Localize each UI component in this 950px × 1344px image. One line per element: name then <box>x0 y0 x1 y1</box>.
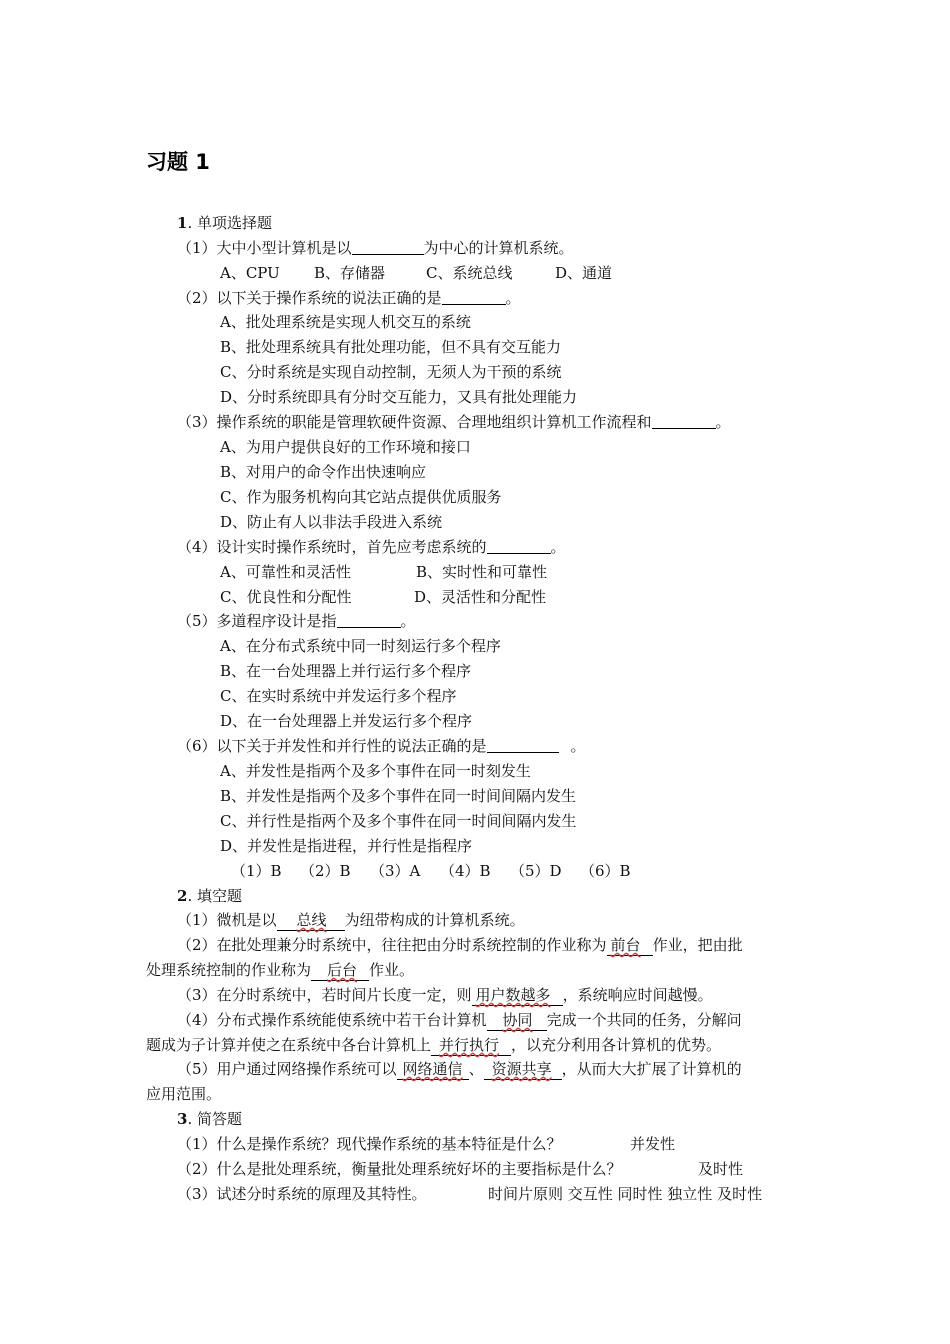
short-answer-1: 并发性 <box>630 1135 676 1153</box>
answer-blank <box>442 289 506 305</box>
q3-option-b: B、对用户的命令作出快速响应 <box>220 463 427 481</box>
answer-blank <box>352 239 424 255</box>
q5-option-a: A、在分布式系统中同一时刻运行多个程序 <box>220 637 501 655</box>
filled-answer: 用户数越多 <box>472 985 563 1006</box>
answer-key-4: （4）B <box>440 862 491 880</box>
short-question-2: （2）什么是批处理系统，衡量批处理系统好坏的主要指标是什么？ <box>177 1160 622 1178</box>
answer-key-6: （6）B <box>580 862 631 880</box>
answer-blank <box>337 612 401 628</box>
short-question-3: （3）试述分时系统的原理及其特性。 <box>177 1185 427 1203</box>
answer-blank <box>652 413 716 429</box>
q6-option-c: C、并行性是指两个及多个事件在同一时间间隔内发生 <box>220 812 577 830</box>
answer-blank <box>487 737 559 753</box>
q2-option-c: C、分时系统是实现自动控制，无须人为干预的系统 <box>220 363 562 381</box>
q6-option-d: D、并发性是指进程，并行性是指程序 <box>220 837 473 855</box>
fill-3: （3）在分时系统中，若时间片长度一定，则 用户数越多 ，系统响应时间越慢。 <box>177 986 713 1004</box>
section-1-title <box>177 213 272 233</box>
q6-option-a: A、并发性是指两个及多个事件在同一时刻发生 <box>220 762 531 780</box>
q1-option-a: A、CPU <box>220 264 280 282</box>
q6-option-b: B、并发性是指两个及多个事件在同一时间间隔内发生 <box>220 787 577 805</box>
q1-option-d: D、通道 <box>555 264 613 282</box>
q1-option-c: C、系统总线 <box>426 264 513 282</box>
question-6: （6）以下关于并发性和并行性的说法正确的是 。 <box>177 737 586 755</box>
filled-answer: 前台 <box>607 935 653 956</box>
q4-option-b: B、实时性和可靠性 <box>416 563 548 581</box>
q5-option-c: C、在实时系统中并发运行多个程序 <box>220 687 457 705</box>
fill-4-line-1: （4）分布式操作系统能使系统中若干台计算机 协同 完成一个共同的任务，分解问 <box>177 1011 742 1029</box>
fill-5-line-2: 应用范围。 <box>146 1085 222 1103</box>
q4-option-c: C、优良性和分配性 <box>220 588 352 606</box>
filled-answer: 并行执行 <box>431 1035 511 1056</box>
q3-option-d: D、防止有人以非法手段进入系统 <box>220 513 443 531</box>
filled-answer: 网络通信 <box>397 1059 469 1080</box>
q3-option-a: A、为用户提供良好的工作环境和接口 <box>220 438 471 456</box>
fill-2-line-2: 处理系统控制的作业称为 后台 作业。 <box>146 961 415 979</box>
section-label: . 单项选择题 <box>187 214 272 232</box>
section-number: 3 <box>177 1110 188 1128</box>
section-number: 1 <box>177 214 188 232</box>
answer-key-1: （1）B <box>231 862 282 880</box>
section-2-title <box>177 886 242 906</box>
question-5: （5）多道程序设计是指 。 <box>177 612 416 630</box>
answer-blank <box>487 538 551 554</box>
filled-answer: 协同 <box>487 1010 547 1031</box>
question-3: （3）操作系统的职能是管理软硬件资源、合理地组织计算机工作流程和 。 <box>177 413 731 431</box>
page-title: 习题 1 <box>146 150 210 174</box>
short-question-1: （1）什么是操作系统？现代操作系统的基本特征是什么？ <box>177 1135 562 1153</box>
q2-option-a: A、批处理系统是实现人机交互的系统 <box>220 313 471 331</box>
q1-option-b: B、存储器 <box>314 264 386 282</box>
q4-option-a: A、可靠性和灵活性 <box>220 563 351 581</box>
q5-option-b: B、在一台处理器上并行运行多个程序 <box>220 662 472 680</box>
fill-1: （1）微机是以 总线 为纽带构成的计算机系统。 <box>177 911 525 929</box>
q5-option-d: D、在一台处理器上并发运行多个程序 <box>220 712 473 730</box>
section-label: . 填空题 <box>187 887 242 905</box>
question-4: （4）设计实时操作系统时，首先应考虑系统的 。 <box>177 538 566 556</box>
answer-key-3: （3）A <box>370 862 421 880</box>
section-label: . 简答题 <box>187 1110 242 1128</box>
section-number: 2 <box>177 887 188 905</box>
short-answer-2: 及时性 <box>698 1160 744 1178</box>
answer-key-5: （5）D <box>510 862 562 880</box>
fill-4-line-2: 题成为子计算并使之在系统中各台计算机上 并行执行 ，以充分利用各计算机的优势。 <box>146 1036 722 1054</box>
fill-2-line-1: （2）在批处理兼分时系统中，往往把由分时系统控制的作业称为 前台 作业，把由批 <box>177 936 743 954</box>
section-3-title <box>177 1109 242 1129</box>
filled-answer: 资源共享 <box>484 1059 562 1080</box>
fill-5-line-1: （5）用户通过网络操作系统可以 网络通信 、 资源共享 ，从而大大扩展了计算机的 <box>177 1060 742 1078</box>
question-2: （2）以下关于操作系统的说法正确的是 。 <box>177 289 521 307</box>
filled-answer: 总线 <box>277 910 345 931</box>
question-1: （1）大中小型计算机是以 为中心的计算机系统。 <box>177 239 574 257</box>
answer-key-2: （2）B <box>300 862 351 880</box>
q4-option-d: D、灵活性和分配性 <box>414 588 547 606</box>
q3-option-c: C、作为服务机构向其它站点提供优质服务 <box>220 488 502 506</box>
q2-option-b: B、批处理系统具有批处理功能，但不具有交互能力 <box>220 338 562 356</box>
filled-answer: 后台 <box>311 960 369 981</box>
q2-option-d: D、分时系统即具有分时交互能力，又具有批处理能力 <box>220 388 578 406</box>
short-answer-3: 时间片原则 交互性 同时性 独立性 及时性 <box>488 1185 763 1203</box>
